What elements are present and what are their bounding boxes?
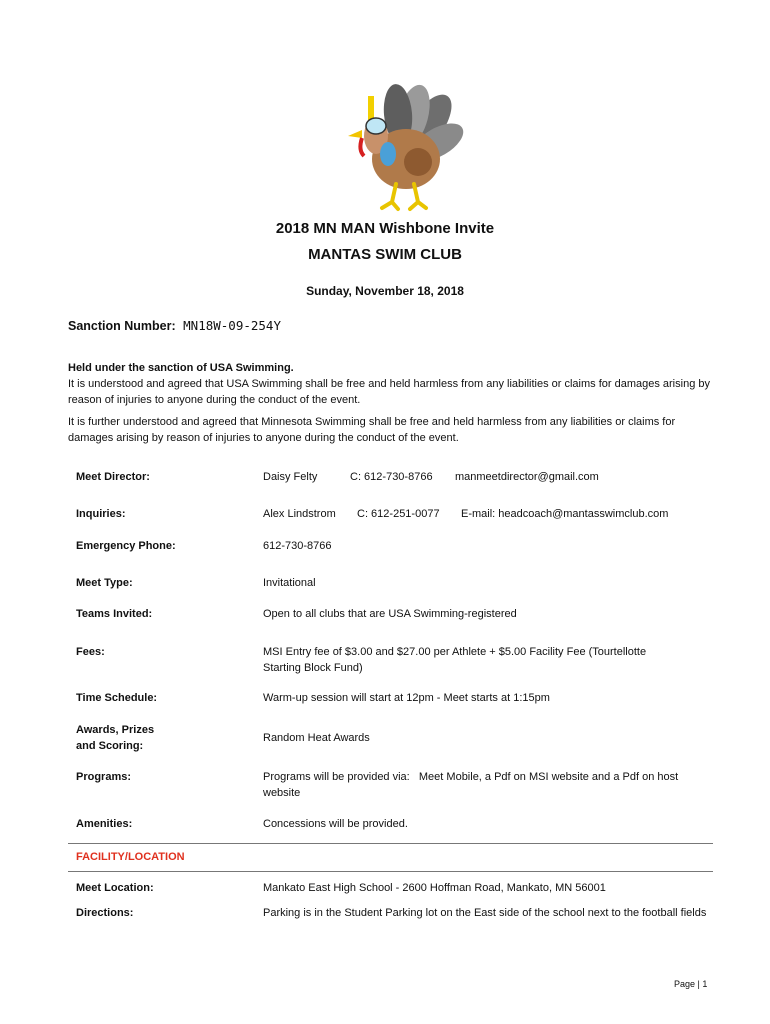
teams-invited-label: Teams Invited: bbox=[76, 608, 153, 620]
divider-bottom bbox=[68, 871, 713, 872]
meet-director-phone: C: 612-730-8766 bbox=[350, 471, 433, 483]
inquiries-phone: C: 612-251-0077 bbox=[357, 508, 440, 520]
page-number: Page | 1 bbox=[674, 979, 708, 989]
sanction-line bbox=[68, 318, 281, 333]
awards-label-line1: Awards, Prizes bbox=[76, 724, 155, 736]
sanction-number: MN18W-09-254Y bbox=[183, 318, 281, 333]
meet-date: Sunday, November 18, 2018 bbox=[306, 284, 464, 298]
programs-label: Programs: bbox=[76, 771, 132, 783]
meet-director-label: Meet Director: bbox=[76, 471, 150, 483]
awards-label bbox=[76, 722, 256, 754]
meet-title: 2018 MN MAN Wishbone Invite bbox=[275, 220, 495, 237]
time-schedule-label: Time Schedule: bbox=[76, 692, 158, 704]
directions-label: Directions: bbox=[76, 907, 134, 919]
meet-type-label: Meet Type: bbox=[76, 577, 133, 589]
club-name: MANTAS SWIM CLUB bbox=[308, 246, 462, 263]
time-schedule-value: Warm-up session will start at 12pm - Meet starts at 1:15pm bbox=[263, 692, 550, 704]
meet-director-email: manmeetdirector@gmail.com bbox=[455, 471, 599, 483]
divider-top bbox=[68, 843, 713, 844]
sanction-label: Sanction Number: bbox=[68, 319, 176, 333]
fees-value: MSI Entry fee of $3.00 and $27.00 per Athlete + $5.00 Facility Fee (Tourtellotte Starting Block Fund) bbox=[263, 646, 647, 674]
awards-value: Random Heat Awards bbox=[263, 732, 370, 744]
inquiries-email: E-mail: headcoach@mantasswimclub.com bbox=[461, 508, 669, 520]
teams-invited-value: Open to all clubs that are USA Swimming-registered bbox=[263, 608, 517, 620]
amenities-value: Concessions will be provided. bbox=[263, 818, 408, 830]
meet-type-value: Invitational bbox=[263, 577, 316, 589]
inquiries-label: Inquiries: bbox=[76, 508, 126, 520]
meet-director-name: Daisy Felty bbox=[263, 471, 318, 483]
mn-swimming-disclaimer: It is further understood and agreed that Minnesota Swimming shall be free and held harmless from any liabilities or claims for damages arising by reason of injuries to anyone during the conduct of the event. bbox=[68, 416, 676, 444]
fees-label: Fees: bbox=[76, 646, 105, 658]
meet-location-label: Meet Location: bbox=[76, 882, 154, 894]
facility-heading: FACILITY/LOCATION bbox=[76, 851, 185, 863]
amenities-label: Amenities: bbox=[76, 818, 133, 830]
emergency-phone-label: Emergency Phone: bbox=[76, 540, 176, 552]
meet-location-value: Mankato East High School - 2600 Hoffman Road, Mankato, MN 56001 bbox=[263, 882, 606, 894]
inquiries-name: Alex Lindstrom bbox=[263, 508, 336, 520]
usa-swimming-disclaimer bbox=[68, 360, 718, 408]
awards-label-line2: and Scoring: bbox=[76, 740, 144, 752]
usa-disclaimer-text: It is understood and agreed that USA Swimming shall be free and held harmless from any liabilities or claims for damages arising by reason of injuries to anyone during the conduct of the event. bbox=[68, 378, 710, 406]
snorkel-turkey-icon bbox=[318, 84, 468, 214]
sanction-heading: Held under the sanction of USA Swimming. bbox=[68, 362, 294, 374]
directions-value: Parking is in the Student Parking lot on the East side of the school next to the football fields bbox=[263, 907, 707, 919]
emergency-phone-value: 612-730-8766 bbox=[263, 540, 332, 552]
programs-value: Programs will be provided via: Meet Mobile, a Pdf on MSI website and a Pdf on host website bbox=[263, 771, 682, 799]
